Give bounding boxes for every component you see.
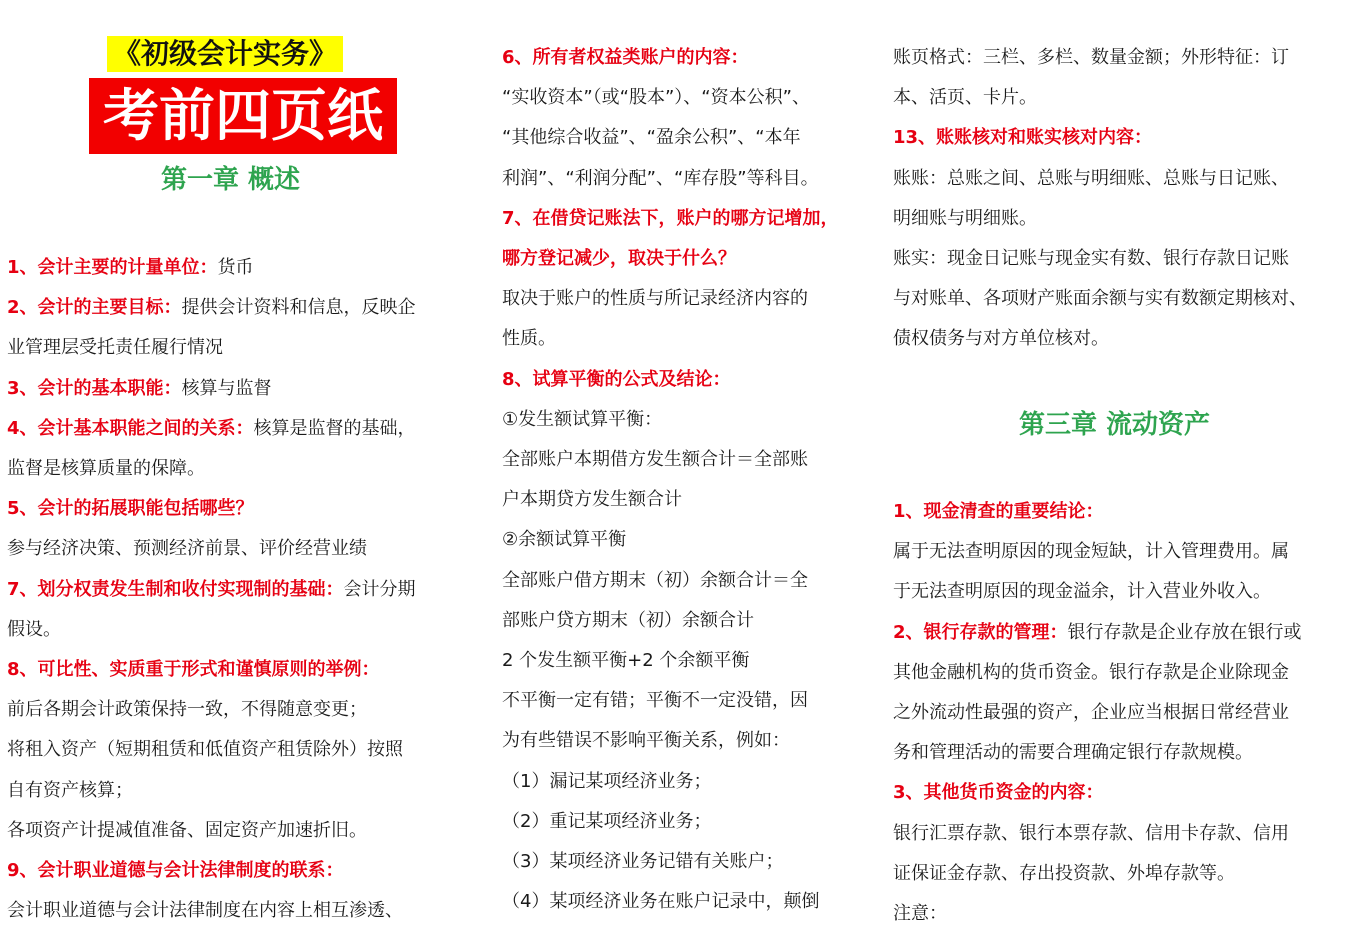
text-line xyxy=(502,890,819,914)
text-line xyxy=(7,336,223,360)
item-text: 将租入资产（短期租赁和低值资产租赁除外）按照 xyxy=(7,739,403,761)
item-heading: 8、可比性、实质重于形式和谨慎原则的举例： xyxy=(7,659,380,680)
text-line xyxy=(7,738,403,762)
text-line xyxy=(893,862,1235,886)
text-line xyxy=(893,781,1104,805)
item-text: 会计分期 xyxy=(343,578,416,600)
item-text: 提供会计资料和信息，反映企 xyxy=(181,297,416,319)
item-text: 各项资产计提减值准备、固定资产加速折旧。 xyxy=(7,819,367,841)
item-text: 核算与监督 xyxy=(181,377,272,399)
text-line xyxy=(893,902,947,926)
text-line xyxy=(7,537,367,561)
text-line xyxy=(893,661,1289,685)
text-line xyxy=(893,126,1152,150)
text-line xyxy=(7,698,367,722)
item-text: ②余额试算平衡 xyxy=(502,529,627,551)
item-heading: 8、试算平衡的公式及结论： xyxy=(502,368,731,390)
text-line xyxy=(502,46,749,70)
item-text: 明细账与明细账。 xyxy=(893,207,1037,229)
item-text: 其他金融机构的货币资金。银行存款是企业除现金 xyxy=(893,661,1289,683)
item-text: （1）漏记某项经济业务； xyxy=(502,770,712,792)
text-line xyxy=(7,296,416,320)
text-line xyxy=(893,86,1037,110)
chapter-1-heading: 第一章 概述 xyxy=(161,165,301,195)
item-text: （3）某项经济业务记错有关账户； xyxy=(502,851,784,872)
item-text: 前后各期会计政策保持一致，不得随意变更； xyxy=(7,699,367,721)
item-text: 账实：现金日记账与现金实有数、银行存款日记账 xyxy=(893,248,1289,269)
text-line xyxy=(893,167,1289,191)
text-line xyxy=(7,859,344,883)
text-line xyxy=(502,488,682,512)
item-heading: 4、会计基本职能之间的关系： xyxy=(7,417,254,439)
item-text: 户本期贷方发生额合计 xyxy=(502,489,682,511)
item-text: 取决于账户的性质与所记录经济内容的 xyxy=(502,288,808,310)
item-text: 性质。 xyxy=(502,328,556,350)
item-text: “实收资本”（或“股本”）、“资本公积”、 xyxy=(502,87,810,109)
text-line xyxy=(502,247,736,271)
text-line xyxy=(7,457,205,481)
text-line xyxy=(893,540,1289,564)
text-line xyxy=(7,618,61,642)
item-text: 注意： xyxy=(893,903,947,924)
item-text: 证保证金存款、存出投资款、外埠存款等。 xyxy=(893,862,1235,884)
item-heading: 6、所有者权益类账户的内容： xyxy=(502,47,749,68)
item-text: 债权债务与对方单位核对。 xyxy=(893,328,1109,350)
item-heading: 7、划分权责发生制和收付实现制的基础： xyxy=(7,578,344,600)
text-line xyxy=(893,701,1289,725)
item-text: “其他综合收益”、“盈余公积”、“本年 xyxy=(502,127,801,149)
text-line xyxy=(893,500,1104,524)
item-text: 业管理层受托责任履行情况 xyxy=(7,337,223,359)
text-line xyxy=(502,810,711,834)
text-line xyxy=(502,729,790,753)
item-text: 假设。 xyxy=(7,618,61,640)
text-line xyxy=(502,528,626,552)
item-text: 自有资产核算； xyxy=(7,779,133,801)
text-line xyxy=(502,86,810,110)
text-line xyxy=(7,497,254,521)
text-line xyxy=(893,621,1302,645)
item-heading: 2、会计的主要目标： xyxy=(7,297,182,319)
item-heading: 3、会计的基本职能： xyxy=(7,377,182,399)
text-line xyxy=(893,327,1109,351)
banner-title: 考前四页纸 xyxy=(89,78,397,154)
text-line xyxy=(502,408,662,432)
text-line xyxy=(893,741,1253,765)
item-text: 银行汇票存款、银行本票存款、信用卡存款、信用 xyxy=(893,822,1289,844)
chapter-3-heading: 第三章 流动资产 xyxy=(1019,410,1211,440)
item-text: 会计职业道德与会计法律制度在内容上相互渗透、 xyxy=(7,900,403,922)
item-heading: 5、会计的拓展职能包括哪些？ xyxy=(7,498,254,520)
text-line xyxy=(7,899,403,923)
item-text: 为有些错误不影响平衡关系，例如： xyxy=(502,730,790,752)
item-text: 与对账单、各项财产账面余额与实有数额定期核对、 xyxy=(893,288,1307,310)
text-line xyxy=(893,207,1037,231)
item-heading: 1、现金清查的重要结论： xyxy=(893,501,1104,522)
text-line xyxy=(7,819,367,843)
text-line xyxy=(893,822,1289,846)
item-text: 属于无法查明原因的现金短缺，计入管理费用。属 xyxy=(893,541,1289,563)
item-heading: 哪方登记减少，取决于什么？ xyxy=(502,248,736,269)
item-text: （2）重记某项经济业务； xyxy=(502,810,712,832)
text-line xyxy=(502,327,556,351)
item-heading: 3、其他货币资金的内容： xyxy=(893,782,1104,804)
text-line xyxy=(502,167,819,191)
text-line xyxy=(7,417,416,441)
text-line xyxy=(7,658,380,682)
text-line xyxy=(502,689,808,713)
item-text: 利润”、“利润分配”、“库存股”等科目。 xyxy=(502,167,819,189)
item-text: （4）某项经济业务在账户记录中，颠倒 xyxy=(502,891,820,913)
text-line xyxy=(7,377,272,401)
text-line xyxy=(502,368,731,392)
item-text: 账页格式：三栏、多栏、数量金额；外形特征：订 xyxy=(893,47,1289,68)
item-heading: 2、银行存款的管理： xyxy=(893,621,1068,643)
book-title: 《初级会计实务》 xyxy=(107,36,343,72)
item-text: 之外流动性最强的资产，企业应当根据日常经营业 xyxy=(893,702,1289,723)
text-line xyxy=(502,287,808,311)
item-text: 全部账户本期借方发生额合计＝全部账 xyxy=(502,449,808,470)
text-line xyxy=(502,770,711,794)
text-line xyxy=(502,609,754,633)
item-text: 全部账户借方期末（初）余额合计＝全 xyxy=(502,569,808,591)
text-line xyxy=(502,448,808,472)
item-text: 部账户贷方期末（初）余额合计 xyxy=(502,609,754,631)
item-text: 务和管理活动的需要合理确定银行存款规模。 xyxy=(893,742,1253,764)
item-text: ①发生额试算平衡： xyxy=(502,408,663,430)
text-line xyxy=(502,569,808,593)
text-line xyxy=(502,649,749,673)
item-text: 监督是核算质量的保障。 xyxy=(7,458,205,479)
item-heading: 7、在借贷记账法下，账户的哪方记增加， xyxy=(502,207,839,229)
text-line xyxy=(893,46,1289,70)
item-text: 货币 xyxy=(217,257,254,278)
text-line xyxy=(893,287,1307,311)
text-line xyxy=(7,578,416,602)
item-text: 于无法查明原因的现金溢余，计入营业外收入。 xyxy=(893,581,1271,603)
text-line xyxy=(7,256,254,280)
item-text: 核算是监督的基础， xyxy=(253,417,416,439)
item-heading: 1、会计主要的计量单位： xyxy=(7,257,218,278)
item-heading: 13、账账核对和账实核对内容： xyxy=(893,127,1153,149)
text-line xyxy=(502,207,839,231)
item-text: 参与经济决策、预测经济前景、评价经营业绩 xyxy=(7,538,367,560)
text-line xyxy=(893,247,1289,271)
item-text: 本、活页、卡片。 xyxy=(893,87,1037,109)
text-line xyxy=(502,850,783,874)
item-heading: 9、会计职业道德与会计法律制度的联系： xyxy=(7,860,344,881)
text-line xyxy=(7,779,133,803)
item-text: 2 个发生额平衡+2 个余额平衡 xyxy=(502,650,750,671)
text-line xyxy=(893,580,1271,604)
item-text: 账账：总账之间、总账与明细账、总账与日记账、 xyxy=(893,167,1289,189)
text-line xyxy=(502,126,801,150)
item-text: 银行存款是企业存放在银行或 xyxy=(1067,621,1302,643)
item-text: 不平衡一定有错；平衡不一定没错，因 xyxy=(502,690,808,712)
